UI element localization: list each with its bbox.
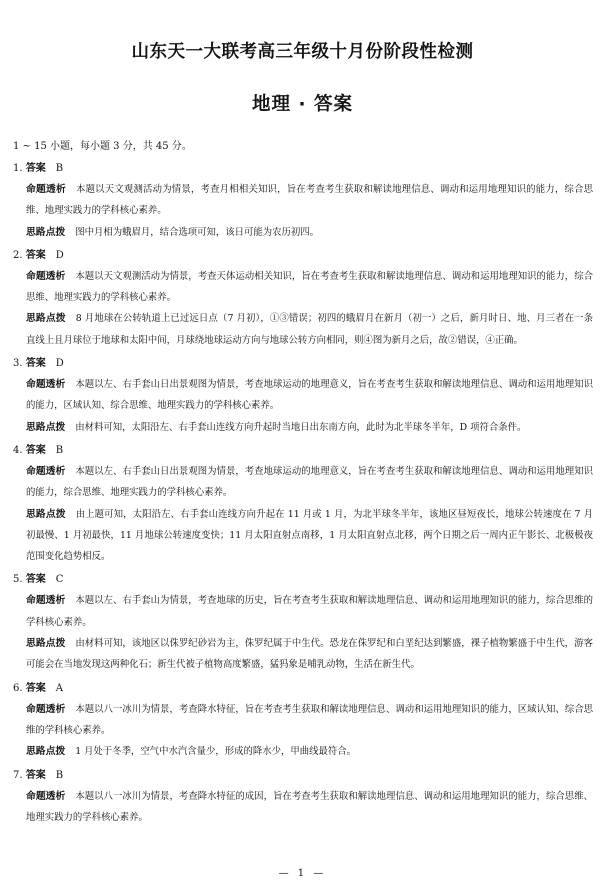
hint-text: 图中月相为蛾眉月，结合选项可知，该日可能为农历初四。 [75, 226, 319, 238]
question-number: 2. [13, 249, 23, 261]
question-2 [13, 245, 593, 351]
hint-label: 思路点拨 [26, 638, 66, 650]
question-3 [13, 353, 593, 438]
question-5 [13, 569, 593, 675]
question-number: 1. [13, 163, 23, 174]
answer-label: 答案 [25, 249, 46, 261]
analysis-text: 本题以八一冰川为情景，考查降水特征，旨在考查考生获取和解读地理信息、调动和运用地理知识的能力，区域认知、综合思维的学科核心素养。 [26, 703, 593, 736]
analysis-label: 命题透析 [26, 595, 66, 607]
analysis-text: 本题以左、右手套山为情景，考查地球的历史，旨在考查考生获取和解读地理信息、调动和运用地理知识的能力，综合思维的学科核心素养。 [26, 595, 593, 628]
hint-block [26, 633, 593, 676]
analysis-label: 命题透析 [26, 184, 66, 195]
hint-block [26, 504, 593, 568]
answer-letter: A [55, 682, 63, 694]
answer-line [13, 353, 593, 374]
question-4 [13, 440, 593, 567]
hint-text: 由上题可知，太阳沿左、右手套山连线方向升起在 11 月或 1 月，为北半球冬半年，该地区昼短夜长，地球公转速度在 7 月初最慢、1 月初最快，11 月地球公转速度变快；11 月太阳直射点南移，1 月太阳直射点北移，两个日期之后一周内正午影长、北极极夜范围变化趋势相反。 [26, 508, 593, 563]
hint-text: 8 月地球在公转轨道上已过远日点（7 月初），①③错误；初四的蛾眉月在新月（初一）之后，新月时日、地、月三者在一条直线上且月球位于地球和太阳中间，月球绕地球运动方向与地球公转方向相同，则④图为新月之后，故②错误，④正确。 [26, 313, 594, 346]
answer-letter: D [55, 358, 64, 370]
analysis-block [26, 266, 593, 309]
analysis-label: 命题透析 [26, 379, 66, 391]
answer-letter: D [55, 249, 64, 261]
analysis-label: 命题透析 [26, 703, 66, 715]
answer-line [13, 765, 593, 786]
analysis-text: 本题以八一冰川为情景，考查降水特征的成因，旨在考查考生获取和解读地理信息、调动和运用地理知识的能力，综合思维、地理实践力的学科核心素养。 [26, 790, 593, 823]
analysis-label: 命题透析 [26, 270, 66, 282]
scoring-intro: 1 ~ 15 小题，每小题 3 分，共 45 分。 [13, 141, 192, 152]
answer-line [13, 158, 593, 179]
hint-block [26, 222, 593, 243]
analysis-block [26, 374, 593, 417]
hint-block [26, 741, 593, 762]
question-number: 7. [13, 769, 23, 781]
answer-line [13, 440, 593, 461]
hint-label: 思路点拨 [26, 226, 66, 238]
analysis-block [26, 461, 593, 504]
document-subtitle: 地理 · 答案 [252, 94, 353, 115]
answer-letter: B [55, 163, 64, 174]
hint-label: 思路点拨 [26, 746, 66, 758]
question-number: 4. [13, 444, 23, 456]
answer-line [13, 569, 593, 590]
page-number: — 1 — [278, 868, 327, 879]
hint-text: 由材料可知，太阳沿左、右手套山连线方向升起时当地日出东南方向，此时为北半球冬半年，D 项符合条件。 [75, 421, 527, 433]
analysis-label: 命题透析 [26, 790, 66, 802]
question-number: 3. [13, 358, 23, 370]
question-number: 6. [13, 682, 23, 694]
hint-text: 由材料可知，该地区以侏罗纪砂岩为主，侏罗纪属于中生代。恐龙在侏罗纪和白垩纪达到繁盛，裸子植物繁盛于中生代，游客可能会在当地发现这两种化石；新生代被子植物高度繁盛，猛犸象是哺乳动物，生活在新生代。 [26, 638, 593, 671]
hint-block [26, 417, 593, 438]
analysis-block [26, 699, 593, 742]
question-1 [13, 158, 593, 243]
answer-list [13, 158, 593, 830]
analysis-block [26, 786, 593, 829]
question-7 [13, 765, 593, 829]
answer-label: 答案 [25, 444, 46, 456]
answer-line [13, 678, 593, 699]
answer-label: 答案 [25, 769, 46, 781]
analysis-text: 本题以天文观测活动为情景，考查月相相关知识，旨在考查考生获取和解读地理信息、调动和运用地理知识的能力，综合思维、地理实践力的学科核心素养。 [26, 184, 593, 217]
answer-letter: B [55, 769, 64, 781]
analysis-text: 本题以天文观测活动为情景，考查天体运动相关知识，旨在考查考生获取和解读地理信息、调动和运用地理知识的能力，综合思维、地理实践力的学科核心素养。 [26, 270, 593, 304]
answer-label: 答案 [25, 163, 46, 174]
analysis-block [26, 179, 593, 222]
analysis-text: 本题以左、右手套山日出景观图为情景，考查地球运动的地理意义，旨在考查考生获取和解读地理信息、调动和运用地理知识的能力，综合思维、地理实践力的学科核心素养。 [26, 465, 593, 499]
question-number: 5. [13, 574, 23, 586]
answer-letter: B [55, 444, 64, 456]
answer-letter: C [55, 574, 64, 586]
hint-block [26, 308, 593, 351]
hint-text: 1 月处于冬季，空气中水汽含量少，形成的降水少，甲曲线最符合。 [75, 746, 357, 758]
analysis-block [26, 590, 593, 633]
answer-line [13, 245, 593, 266]
answer-label: 答案 [25, 682, 46, 694]
analysis-label: 命题透析 [26, 465, 66, 477]
document-title: 山东天一大联考高三年级十月份阶段性检测 [131, 42, 474, 62]
hint-label: 思路点拨 [26, 508, 66, 520]
answer-label: 答案 [25, 358, 46, 370]
hint-label: 思路点拨 [26, 313, 66, 325]
analysis-text: 本题以左、右手套山日出景观图为情景，考查地球运动的地理意义，旨在考查考生获取和解读地理信息、调动和运用地理知识的能力，区域认知、综合思维、地理实践力的学科核心素养。 [26, 379, 593, 412]
hint-label: 思路点拨 [26, 421, 66, 433]
answer-label: 答案 [25, 574, 46, 586]
question-6 [13, 678, 593, 763]
